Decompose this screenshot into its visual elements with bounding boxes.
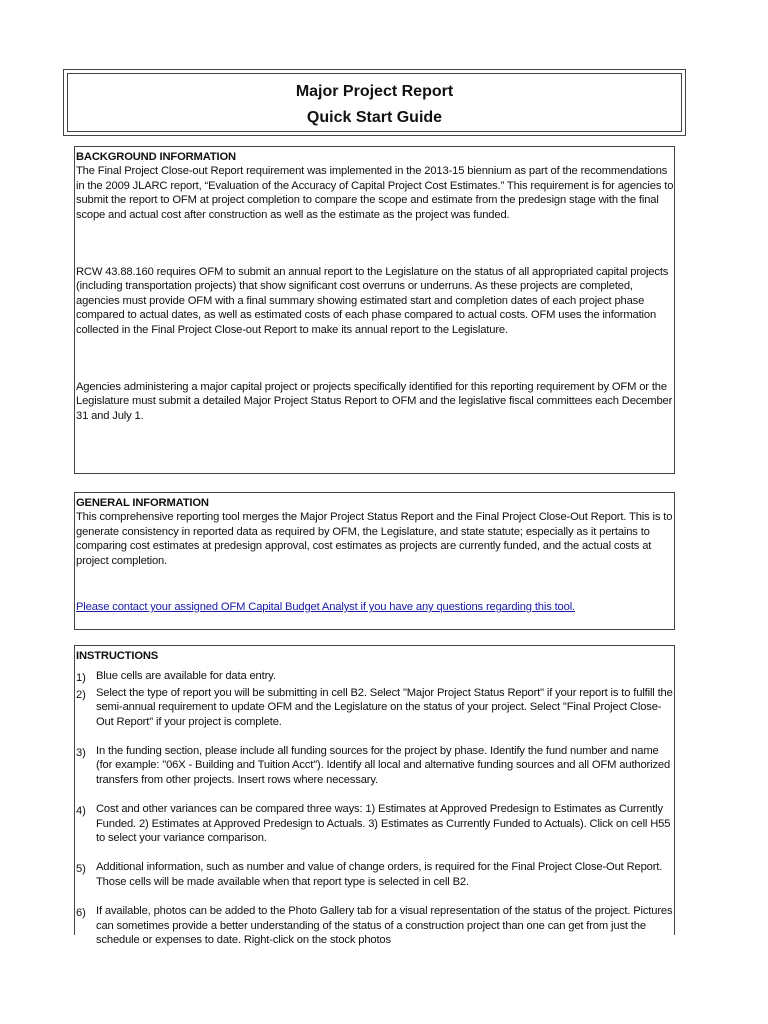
general-paragraph-1: This comprehensive reporting tool merges the Major Project Status Report and the Final Project Close-Out Report. This is to generate consistency in reported data as required by OFM, the Legislature, and state statute; especially as it pertains to comparing cost estimates at predesign approval, cost estimates as projects are currently funded, and the actual costs at project completion.	[76, 511, 673, 567]
instructions-list	[76, 669, 674, 947]
instructions-section	[74, 645, 675, 947]
title-box	[63, 69, 686, 136]
general-section	[74, 492, 675, 630]
list-item-number: 2)	[76, 688, 86, 701]
list-item	[76, 802, 674, 845]
list-item-number: 1)	[76, 672, 86, 685]
list-item	[76, 669, 674, 685]
list-item	[76, 904, 674, 947]
contact-analyst-link[interactable]: Please contact your assigned OFM Capital Budget Analyst if you have any questions regarding this tool.	[76, 601, 575, 614]
list-item-text: In the funding section, please include all funding sources for the project by phase. Identify the fund number and name (for example: "06X - Building and Tuition Acct"). Identify all local and alternative funding sources and all OFM authorized transfers from other projects. Insert rows where necessary.	[96, 745, 671, 786]
list-item-text: Select the type of report you will be submitting in cell B2. Select "Major Project Status Report" if your report is to fulfill the semi-annual requirement to update OFM and the Legislature on the status of your project. Select "Final Project Close-Out Report" if your project is complete.	[96, 686, 673, 728]
list-item	[76, 686, 674, 729]
background-paragraph-3: Agencies administering a major capital project or projects specifically identified for this reporting requirement by OFM or the Legislature must submit a detailed Major Project Status Report to OFM and the legislative fiscal committees each December 31 and July 1.	[76, 381, 673, 422]
title-inner	[67, 73, 682, 132]
general-heading: GENERAL INFORMATION	[76, 497, 209, 509]
list-item-text: Blue cells are available for data entry.	[96, 670, 276, 683]
list-item-number: 6)	[76, 907, 86, 920]
background-section	[74, 146, 675, 474]
title-line-1: Major Project Report	[295, 83, 454, 100]
list-item-number: 5)	[76, 863, 86, 876]
list-item-number: 4)	[76, 805, 86, 818]
list-item-text: Cost and other variances can be compared three ways: 1) Estimates at Approved Predesign to Estimates as Currently Funded. 2) Estimates at Approved Predesign to Actuals. 3) Estimates as Currently Funded to Actuals). Click on cell H55 to select your variance comparison.	[96, 803, 671, 845]
background-paragraph-1: The Final Project Close-out Report requirement was implemented in the 2013-15 biennium as part of the recommendations in the 2009 JLARC report, “Evaluation of the Accuracy of Capital Project Cost Estimates.” This requirement is for agencies to submit the report to OFM at project completion to compare the scope and estimate from the predesign stage with the final scope and actual cost after construction as well as the estimate as the project was funded.	[76, 165, 674, 221]
list-item-text: If available, photos can be added to the Photo Gallery tab for a visual representation of the status of the project. Pictures can sometimes provide a better understanding of the status of a construction project than one can get from just the schedule or expenses to date. Right-click on the stock photos	[96, 905, 673, 947]
background-heading: BACKGROUND INFORMATION	[76, 151, 236, 163]
background-paragraph-2: RCW 43.88.160 requires OFM to submit an annual report to the Legislature on the status of all appropriated capital projects (including transportation projects) that show significant cost overruns or underruns. As these projects are completed, agencies must provide OFM with a final summary showing estimated start and completion dates of each project phase compared to actual dates, as well as estimated costs of each phase compared to actual costs. OFM uses the information collected in the Final Project Close-out Report to make its annual report to the Legislature.	[76, 266, 669, 336]
list-item	[76, 744, 674, 787]
list-item	[76, 860, 674, 889]
title-line-2: Quick Start Guide	[306, 109, 443, 126]
list-item-number: 3)	[76, 747, 86, 760]
instructions-heading: INSTRUCTIONS	[76, 650, 159, 662]
list-item-text: Additional information, such as number and value of change orders, is required for the Final Project Close-Out Report. Those cells will be made available when that report type is selected in cell B2.	[96, 861, 663, 888]
